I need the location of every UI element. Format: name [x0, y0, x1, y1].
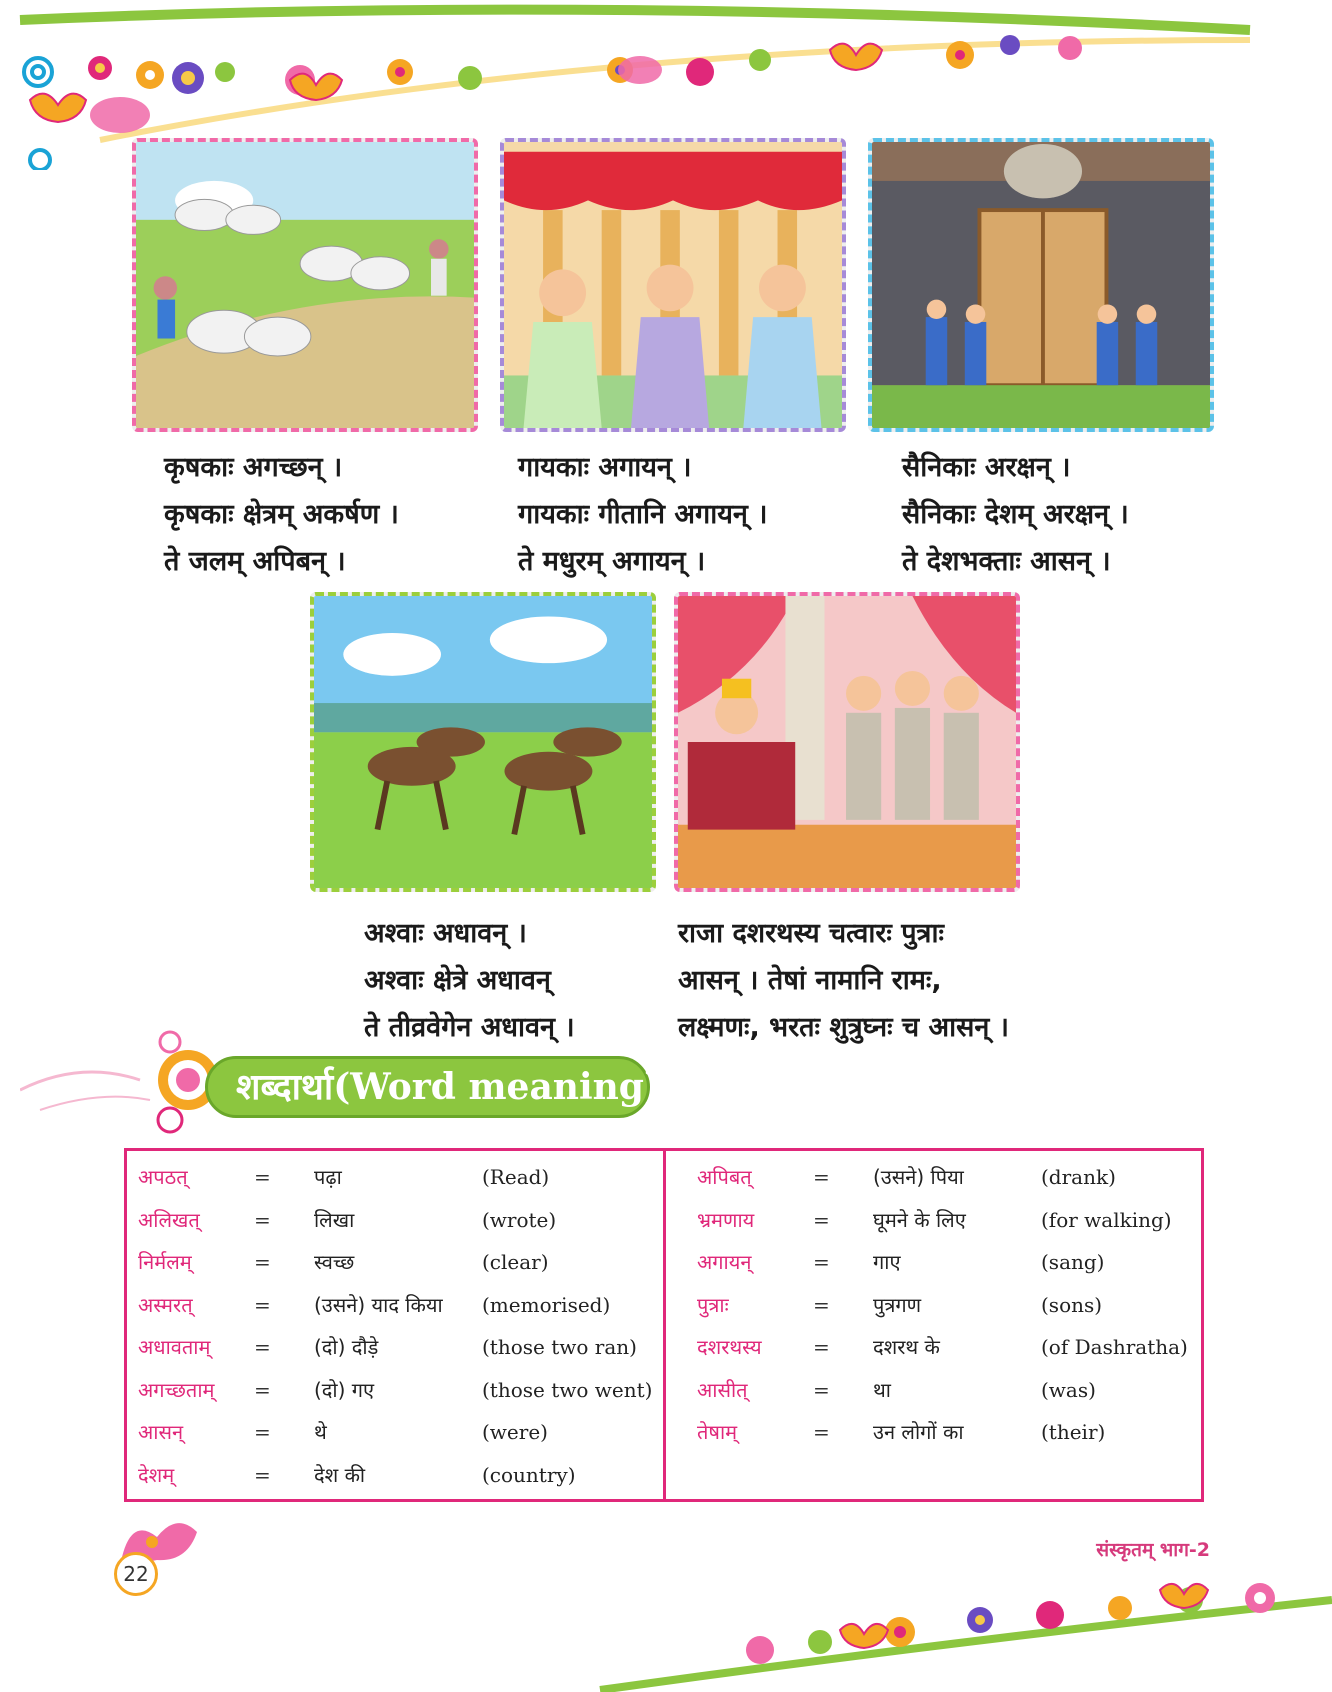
glossary-hindi-meaning: दशरथ के [873, 1335, 940, 1359]
equals-sign: = [813, 1207, 830, 1232]
sentence-line: कृषकाः अगच्छन् । [164, 452, 343, 483]
word-meaning-heading [205, 1056, 662, 1118]
sentence-line: कृषकाः क्षेत्रम् अकर्षण । [164, 499, 399, 530]
glossary-english-meaning: (for walking) [1041, 1207, 1172, 1232]
farmers-sentences [164, 444, 399, 585]
glossary-row [138, 1284, 658, 1326]
glossary-sanskrit-word: अधावताम् [138, 1335, 211, 1359]
glossary-hindi-meaning: घूमने के लिए [873, 1207, 966, 1232]
glossary-row [697, 1411, 1217, 1453]
glossary-row [697, 1284, 1217, 1326]
glossary-row [138, 1454, 658, 1496]
equals-sign: = [254, 1462, 271, 1487]
equals-sign: = [813, 1335, 830, 1359]
sentence-line: लक्ष्मणः, भरतः शुत्रुघ्नः च आसन् । [678, 1012, 1009, 1043]
equals-sign: = [813, 1377, 830, 1402]
equals-sign: = [254, 1250, 271, 1274]
glossary-sanskrit-word: आसीत् [697, 1377, 748, 1402]
glossary-row [697, 1156, 1217, 1198]
singers-sentences [518, 444, 768, 585]
glossary-row [138, 1156, 658, 1198]
glossary-sanskrit-word: अपिबत् [697, 1165, 752, 1189]
equals-sign: = [254, 1165, 271, 1189]
glossary-english-meaning: (those two ran) [482, 1335, 637, 1359]
glossary-hindi-meaning: थे [314, 1420, 327, 1444]
king-sentences [678, 910, 1009, 1051]
glossary-hindi-meaning: (उसने) पिया [873, 1165, 964, 1189]
glossary-hindi-meaning: पढ़ा [314, 1165, 342, 1189]
equals-sign: = [813, 1165, 830, 1189]
sentence-line: ते तीव्रवेगेन अधावन् । [364, 1012, 575, 1043]
glossary-hindi-meaning: स्वच्छ [314, 1250, 355, 1274]
glossary-english-meaning: (was) [1041, 1377, 1096, 1402]
glossary-row [138, 1241, 658, 1283]
glossary-hindi-meaning: उन लोगों का [873, 1420, 964, 1444]
equals-sign: = [813, 1292, 830, 1317]
glossary-english-meaning: (their) [1041, 1420, 1106, 1444]
glossary-hindi-meaning: था [873, 1377, 891, 1402]
glossary-hindi-meaning: पुत्रगण [873, 1292, 922, 1317]
sentence-line: गायकाः अगायन् । [518, 452, 692, 483]
glossary-sanskrit-word: अलिखत् [138, 1207, 200, 1232]
heading-sanskrit: शब्दार्था [236, 1067, 334, 1108]
glossary-english-meaning: (those two went) [482, 1377, 653, 1402]
glossary-hindi-meaning: लिखा [314, 1207, 355, 1232]
glossary-row [138, 1199, 658, 1241]
glossary-column-divider [663, 1148, 666, 1502]
glossary-sanskrit-word: अस्मरत् [138, 1292, 193, 1317]
sentence-line: गायकाः गीतानि अगायन् । [518, 499, 768, 530]
sentence-line: ते मधुरम् अगायन् । [518, 546, 706, 577]
glossary-sanskrit-word: अगच्छताम् [138, 1377, 215, 1402]
glossary-row [697, 1369, 1217, 1411]
glossary-hindi-meaning: (उसने) याद किया [314, 1292, 443, 1317]
glossary-sanskrit-word: निर्मलम् [138, 1250, 192, 1274]
sentence-line: ते देशभक्ताः आसन् । [902, 546, 1111, 577]
equals-sign: = [254, 1420, 271, 1444]
sentence-line: ते जलम् अपिबन् । [164, 546, 346, 577]
glossary-hindi-meaning: गाए [873, 1250, 901, 1274]
glossary-english-meaning: (clear) [482, 1250, 549, 1274]
glossary-sanskrit-word: पुत्राः [697, 1292, 729, 1317]
glossary-english-meaning: (sang) [1041, 1250, 1105, 1274]
king-dashratha-sons-picture [674, 592, 1020, 892]
equals-sign: = [254, 1292, 271, 1317]
equals-sign: = [254, 1377, 271, 1402]
equals-sign: = [254, 1335, 271, 1359]
sentence-line: आसन् । तेषां नामानि रामः, [678, 965, 942, 996]
glossary-english-meaning: (were) [482, 1420, 548, 1444]
horses-sentences [364, 910, 575, 1051]
equals-sign: = [813, 1250, 830, 1274]
glossary-english-meaning: (sons) [1041, 1292, 1103, 1317]
glossary-hindi-meaning: देश की [314, 1462, 366, 1487]
equals-sign: = [254, 1207, 271, 1232]
glossary-row [138, 1326, 658, 1368]
glossary-sanskrit-word: आसन् [138, 1420, 184, 1444]
glossary-sanskrit-word: अपठत् [138, 1165, 188, 1189]
glossary-english-meaning: (memorised) [482, 1292, 611, 1317]
soldiers-sentences [902, 444, 1129, 585]
sentence-line: राजा दशरथस्य चत्वारः पुत्राः [678, 918, 944, 949]
soldiers-guarding-picture [868, 138, 1214, 432]
glossary-sanskrit-word: दशरथस्य [697, 1335, 762, 1359]
singers-stage-picture [500, 138, 846, 432]
glossary-sanskrit-word: देशम् [138, 1462, 175, 1487]
horses-running-picture [310, 592, 656, 892]
glossary-english-meaning: (country) [482, 1462, 576, 1487]
glossary-hindi-meaning: (दो) गए [314, 1377, 375, 1402]
sentence-line: सैनिकाः अरक्षन् । [902, 452, 1071, 483]
glossary-row [697, 1199, 1217, 1241]
heading-swirl-decoration [20, 1020, 220, 1140]
glossary-english-meaning: (wrote) [482, 1207, 557, 1232]
book-title: संस्कृतम् भाग-2 [1096, 1539, 1210, 1561]
glossary-row [138, 1411, 658, 1453]
glossary-row [138, 1369, 658, 1411]
equals-sign: = [813, 1420, 830, 1444]
sentence-line: अश्वाः अधावन् । [364, 918, 527, 949]
glossary-english-meaning: (of Dashratha) [1041, 1335, 1188, 1359]
heading-english: (Word meaning) [333, 1066, 662, 1108]
sentence-line: सैनिकाः देशम् अरक्षन् । [902, 499, 1129, 530]
decorative-footer-border [560, 1560, 1332, 1692]
page-number: 22 [114, 1552, 158, 1596]
glossary-sanskrit-word: अगायन् [697, 1250, 752, 1274]
glossary-english-meaning: (Read) [482, 1165, 550, 1189]
sentence-line: अश्वाः क्षेत्रे अधावन् [364, 965, 551, 996]
glossary-sanskrit-word: भ्रमणाय [697, 1207, 755, 1232]
farmers-ploughing-picture [132, 138, 478, 432]
glossary-row [697, 1326, 1217, 1368]
glossary-hindi-meaning: (दो) दौड़े [314, 1335, 379, 1359]
glossary-row [697, 1241, 1217, 1283]
glossary-sanskrit-word: तेषाम् [697, 1420, 738, 1444]
glossary-english-meaning: (drank) [1041, 1165, 1116, 1189]
